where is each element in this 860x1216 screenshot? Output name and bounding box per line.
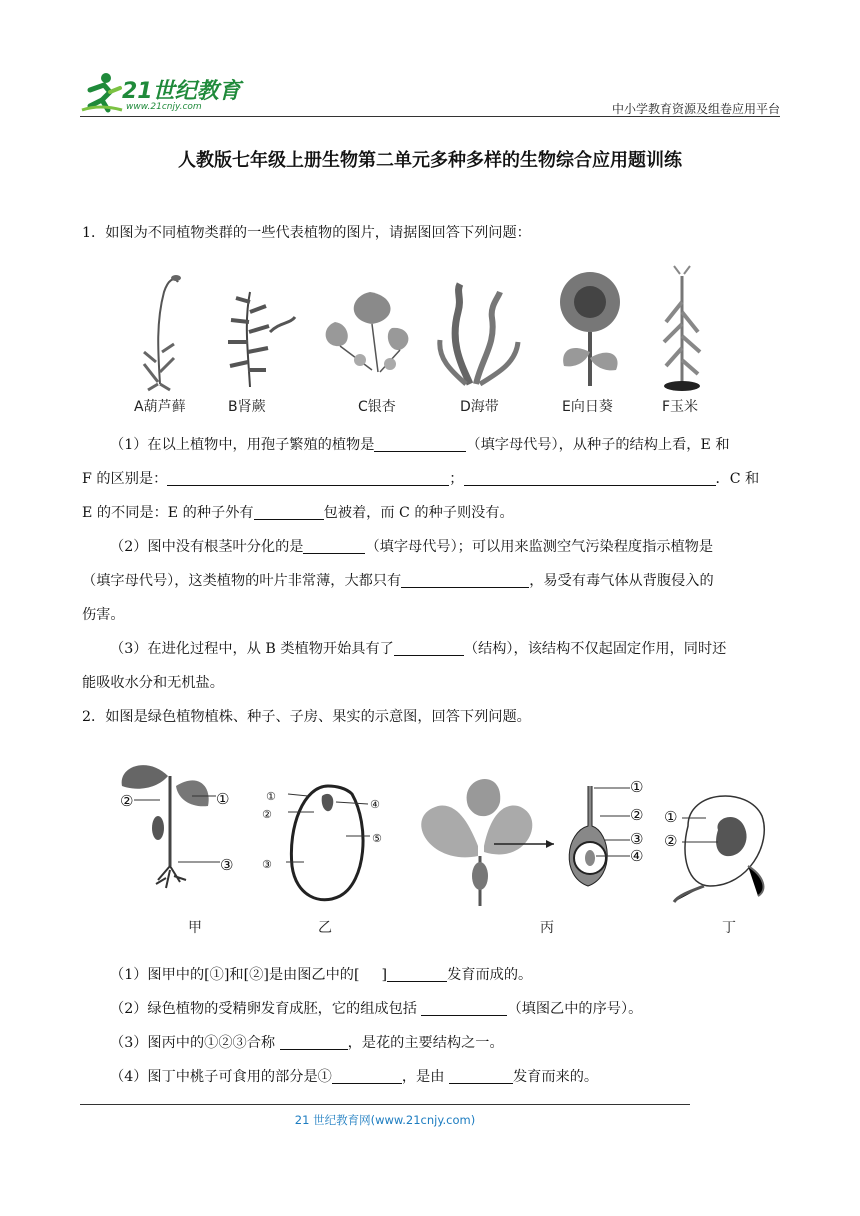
q2-sub3 bbox=[82, 1026, 780, 1060]
marker-1: ① bbox=[630, 778, 644, 796]
caption-c: C银杏 bbox=[358, 399, 396, 415]
marker-2: ② bbox=[630, 806, 644, 824]
page-title: 人教版七年级上册生物第二单元多种多样的生物综合应用题训练 bbox=[178, 150, 682, 171]
fig-label-jia: 甲 bbox=[188, 920, 202, 936]
q1-p2-text-b: （填字母代号）；可以用来监测空气污染程度指示植物是 bbox=[365, 539, 714, 555]
marker-3: ③ bbox=[220, 856, 234, 874]
q2-structures-figure bbox=[108, 746, 776, 942]
q2-s2-text-a: （2）绿色植物的受精卵发育成胚，它的组成包括 bbox=[110, 1001, 417, 1017]
q1-p2-text-d: ，易受有毒气体从背腹侵入的 bbox=[529, 573, 714, 589]
ginkgo-illustration bbox=[326, 292, 409, 372]
seedling-illustration bbox=[122, 765, 220, 888]
logo-main-text: 21世纪教育 bbox=[122, 79, 241, 104]
platform-label: 中小学教育资源及组卷应用平台 bbox=[611, 102, 780, 116]
fig-label-ding: 丁 bbox=[722, 920, 736, 936]
q1-part1 bbox=[82, 428, 780, 462]
q1-part2 bbox=[82, 530, 780, 564]
moss-illustration bbox=[144, 275, 181, 390]
answer-blank[interactable] bbox=[464, 469, 716, 486]
page-header bbox=[80, 64, 780, 118]
marker-4: ④ bbox=[370, 798, 380, 811]
logo-sub-text: www.21cnjy.com bbox=[126, 102, 202, 112]
q1-part2-line3: 伤害。 bbox=[82, 607, 125, 623]
q1-p2-text-c: （填字母代号），这类植物的叶片非常薄，大都只有 bbox=[82, 573, 402, 589]
answer-blank[interactable] bbox=[449, 1067, 513, 1084]
q2-s1-text-a: （1）图甲中的[①]和[②]是由图乙中的[ bbox=[110, 967, 360, 983]
q1-part3-line2: 能吸收水分和无机盐。 bbox=[82, 675, 224, 691]
answer-blank[interactable] bbox=[394, 639, 464, 656]
q2-sub4 bbox=[82, 1060, 780, 1094]
answer-blank[interactable] bbox=[332, 1067, 402, 1084]
fern-illustration bbox=[228, 292, 295, 387]
marker-2: ② bbox=[120, 792, 134, 810]
marker-4: ④ bbox=[630, 847, 644, 865]
answer-blank[interactable] bbox=[387, 965, 447, 982]
kelp-illustration bbox=[440, 284, 518, 384]
answer-blank[interactable] bbox=[254, 503, 324, 520]
q2-stem: 2．如图是绿色植物植株、种子、子房、果实的示意图，回答下列问题。 bbox=[82, 709, 531, 725]
marker-1: ① bbox=[266, 790, 276, 803]
runner-logo-icon bbox=[80, 70, 124, 114]
q1-plants-figure bbox=[120, 262, 740, 422]
q1-part1-line3 bbox=[82, 496, 780, 530]
answer-blank[interactable] bbox=[374, 435, 466, 452]
q1-part2-line2 bbox=[82, 564, 780, 598]
marker-3: ③ bbox=[630, 830, 644, 848]
q2-s4-text-b: ，是由 bbox=[401, 1069, 445, 1085]
q2-s3-text-a: （3）图丙中的①②③合称 bbox=[110, 1035, 276, 1051]
pistil-illustration bbox=[569, 786, 630, 886]
q1-p1-text-f: E 的不同是：E 的种子外有 bbox=[82, 505, 254, 521]
q1-p1-text-b: （填字母代号），从种子的结构上看，E 和 bbox=[466, 437, 730, 453]
q2-sub2 bbox=[82, 992, 780, 1026]
q1-p3-text-a: （3）在进化过程中，从 B 类植物开始具有了 bbox=[110, 641, 394, 657]
marker-2: ② bbox=[262, 808, 272, 821]
caption-a: A葫芦藓 bbox=[134, 399, 186, 415]
q1-p1-text-d: ； bbox=[449, 471, 464, 487]
q2-sub1 bbox=[82, 958, 780, 992]
q1-p1-text-g: 包被着，而 C 的种子则没有。 bbox=[323, 505, 514, 521]
q2-s1-text-c: 发育而成的。 bbox=[447, 967, 533, 983]
footer-divider bbox=[80, 1104, 690, 1105]
q1-p2-text-a: （2）图中没有根茎叶分化的是 bbox=[110, 539, 304, 555]
q2-s4-text-c: 发育而来的。 bbox=[512, 1069, 599, 1085]
marker-5: ⑤ bbox=[372, 832, 382, 845]
answer-blank[interactable] bbox=[401, 571, 529, 588]
footer-link[interactable]: 21 世纪教育网(www.21cnjy.com) bbox=[294, 1113, 476, 1127]
q1-p3-text-b: （结构），该结构不仅起固定作用，同时还 bbox=[463, 641, 727, 657]
q1-part3 bbox=[82, 632, 780, 666]
q2-s4-text-a: （4）图丁中桃子可食用的部分是① bbox=[110, 1069, 332, 1085]
answer-blank[interactable] bbox=[167, 469, 449, 486]
caption-f: F玉米 bbox=[662, 399, 699, 415]
q2-s2-text-b: （填图乙中的序号）。 bbox=[507, 1001, 643, 1017]
q1-stem: 1．如图为不同植物类群的一些代表植物的图片，请据图回答下列问题： bbox=[82, 225, 531, 241]
answer-blank[interactable] bbox=[280, 1033, 348, 1050]
marker-1: ① bbox=[664, 808, 678, 826]
sunflower-illustration bbox=[560, 272, 620, 386]
marker-3: ③ bbox=[262, 858, 272, 871]
q2-s1-text-b: ] bbox=[381, 967, 388, 983]
caption-d: D海带 bbox=[460, 399, 499, 415]
corn-illustration bbox=[664, 266, 700, 391]
q2-s3-text-b: ，是花的主要结构之一。 bbox=[347, 1035, 504, 1051]
answer-blank[interactable] bbox=[303, 537, 365, 554]
site-logo bbox=[80, 70, 280, 114]
flower-illustration bbox=[421, 779, 554, 906]
q1-p1-text-a: （1）在以上植物中，用孢子繁殖的植物是 bbox=[110, 437, 375, 453]
marker-1: ① bbox=[216, 790, 230, 808]
caption-b: B肾蕨 bbox=[228, 399, 266, 415]
q1-p1-text-c: F 的区别是： bbox=[82, 471, 168, 487]
header-divider bbox=[80, 116, 780, 117]
seed-illustration bbox=[286, 786, 370, 900]
fig-label-bing: 丙 bbox=[540, 920, 554, 936]
q1-part1-line2 bbox=[82, 462, 780, 496]
fig-label-yi: 乙 bbox=[318, 920, 332, 936]
answer-blank[interactable] bbox=[421, 999, 507, 1016]
peach-illustration bbox=[674, 796, 764, 902]
marker-2: ② bbox=[664, 832, 678, 850]
caption-e: E向日葵 bbox=[562, 399, 613, 415]
q1-p1-text-e: ．C 和 bbox=[715, 471, 760, 487]
